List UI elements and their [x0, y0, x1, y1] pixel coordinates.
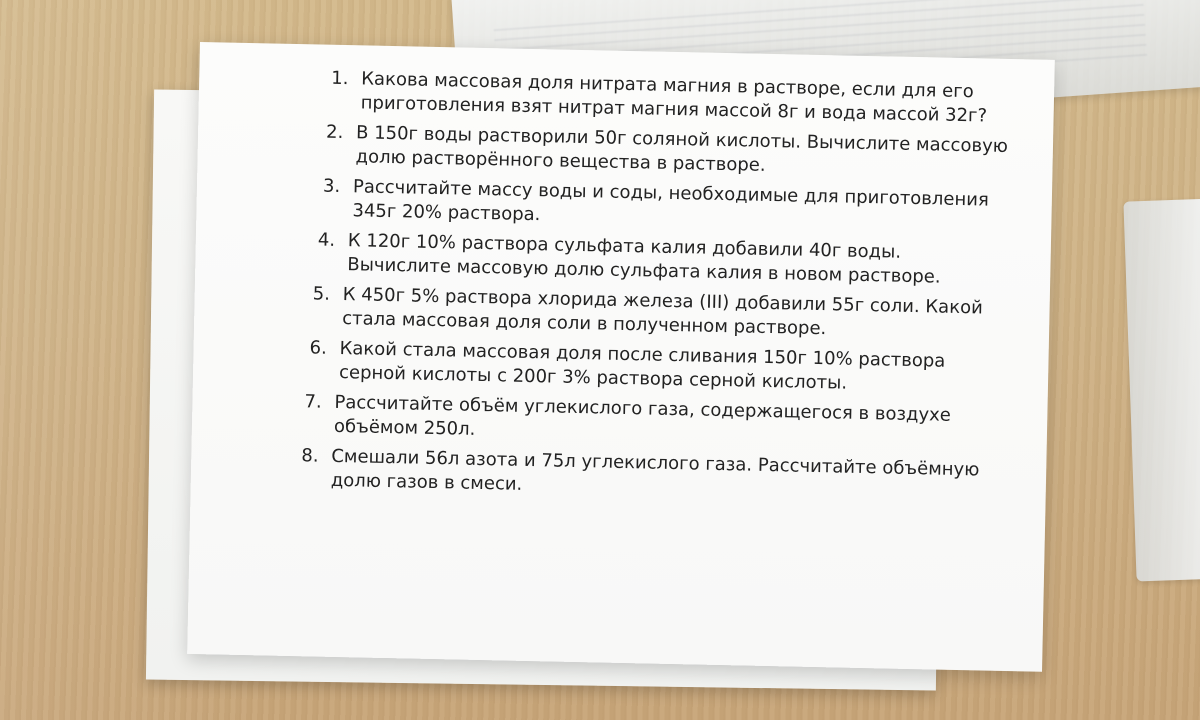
question-text: К 450г 5% раствора хлорида железа (III) добавили 55г соли. Какой стала массовая доля соли в полученном растворе. [342, 284, 984, 340]
plastic-sheet-right [1123, 199, 1200, 582]
question-item [304, 390, 1003, 453]
question-item [301, 444, 1002, 507]
question-number: 5. [312, 283, 331, 305]
question-text: Какова массовая доля нитрата магния в растворе, если для его приготовления взят нитрат магния массой 8г и вода массой 32г? [360, 68, 988, 127]
question-number: 7. [304, 391, 322, 413]
question-text: Какой стала массовая доля после сливания 150г 10% раствора серной кислоты с 200г 3% раствора серной кислоты. [338, 337, 946, 394]
question-text: Смешали 56л азота и 75л углекислого газа. Рассчитайте объёмную долю газов в смеси. [330, 445, 980, 495]
question-number: 4. [317, 229, 336, 251]
question-number: 2. [325, 121, 344, 144]
question-item [309, 336, 1004, 399]
question-number: 1. [331, 67, 349, 90]
question-item [317, 229, 1006, 291]
question-text: В 150г воды растворили 50г соляной кислоты. Вычислите массовую долю растворённого вещества в растворе. [355, 122, 1009, 176]
front-paper-sheet [187, 42, 1055, 672]
question-text: Рассчитайте массу воды и соды, необходимые для приготовления 345г 20% раствора. [352, 176, 989, 226]
question-list [300, 66, 1009, 513]
question-text: К 120г 10% раствора сульфата калия добавили 40г воды. Вычислите массовую долю сульфата калия в новом растворе. [347, 230, 941, 288]
question-number: 3. [322, 175, 341, 197]
question-item [331, 67, 1010, 129]
question-item [312, 282, 1005, 344]
question-number: 8. [301, 445, 319, 467]
question-number: 6. [309, 337, 328, 359]
question-item [325, 121, 1008, 183]
question-item [322, 175, 1007, 237]
question-text: Рассчитайте объём углекислого газа, содержащегося в воздухе объёмом 250л. [333, 391, 952, 440]
